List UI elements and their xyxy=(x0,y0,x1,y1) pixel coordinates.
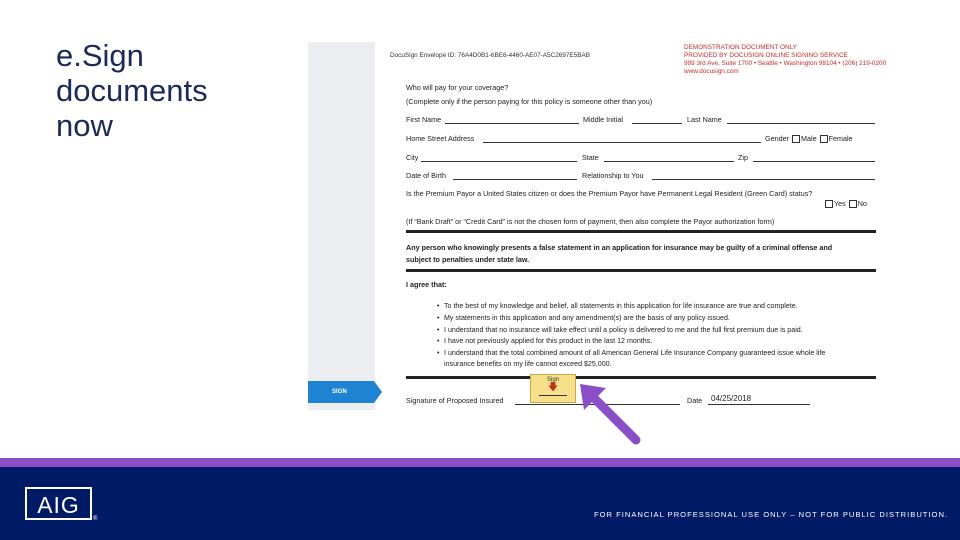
male-label: Male xyxy=(800,134,817,143)
citizen-options xyxy=(822,199,867,208)
section-divider xyxy=(406,269,876,272)
last-name-label: Last Name xyxy=(687,115,722,124)
agreement-item: • I understand that the total combined amount of all American General Life Insurance Company guaranteed issue whole life xyxy=(437,348,825,360)
yes-label: Yes xyxy=(834,199,846,208)
slide-title: e.Sign documents now xyxy=(56,38,208,143)
relationship-field[interactable] xyxy=(652,179,875,180)
yes-checkbox[interactable] xyxy=(825,200,833,208)
relationship-label: Relationship to You xyxy=(582,171,644,180)
purple-arrow-icon xyxy=(570,378,652,450)
registered-mark: ® xyxy=(93,516,98,522)
payor-question: Who will pay for your coverage? xyxy=(406,83,509,92)
male-checkbox[interactable] xyxy=(792,135,800,143)
middle-initial-label: Middle Initial xyxy=(583,115,623,124)
citizen-question: Is the Premium Payor a United States citizen or does the Premium Payor have Permanent Legal Resident (Green Card) status? xyxy=(406,189,813,198)
middle-initial-field[interactable] xyxy=(632,123,682,124)
date-label: Date xyxy=(687,396,703,405)
arrow-down-icon: 🡇 xyxy=(547,382,559,393)
agreement-item: • I understand that no insurance will take effect until a policy is delivered to me and the full first premium due is paid. xyxy=(437,325,825,337)
state-field[interactable] xyxy=(604,161,734,162)
dob-label: Date of Birth xyxy=(406,171,446,180)
female-checkbox[interactable] xyxy=(820,135,828,143)
aig-logo: AIG xyxy=(25,487,92,520)
first-name-label: First Name xyxy=(406,115,442,124)
document-page xyxy=(375,42,909,410)
agree-label: I agree that: xyxy=(406,280,447,289)
envelope-id: DocuSign Envelope ID: 76A4D0B1-6BE6-4460-AE07-A5C2697E5BAB xyxy=(390,52,591,59)
docusign-screenshot xyxy=(308,42,909,410)
agreement-item: • My statements in this application and any amendment(s) are the basis of any policy issued. xyxy=(437,313,825,325)
date-field[interactable] xyxy=(708,404,810,405)
agreement-list xyxy=(437,301,825,360)
gender-label: Gender xyxy=(765,134,789,143)
sign-tag-underline xyxy=(539,395,567,396)
warning-line: subject to penalties under state law. xyxy=(406,255,530,264)
footer-accent-strip xyxy=(0,458,960,467)
dob-field[interactable] xyxy=(453,179,577,180)
city-label: City xyxy=(406,153,419,162)
demo-line: 999 3rd Ave, Suite 1700 • Seattle • Washington 98104 • (206) 219-0200 xyxy=(684,60,887,67)
state-label: State xyxy=(582,153,599,162)
demo-line: DEMONSTRATION DOCUMENT ONLY xyxy=(684,44,797,51)
home-address-label: Home Street Address xyxy=(406,134,475,143)
date-value: 04/25/2018 xyxy=(711,394,752,403)
agreement-item: • I have not previously applied for this product in the last 12 months. xyxy=(437,336,825,348)
zip-label: Zip xyxy=(738,153,748,162)
no-checkbox[interactable] xyxy=(849,200,857,208)
no-label: No xyxy=(857,199,867,208)
demo-line: www.docusign.com xyxy=(684,68,739,75)
home-address-field[interactable] xyxy=(483,142,761,143)
agreement-item: • To the best of my knowledge and belief, all statements in this application for life insurance are true and complete. xyxy=(437,301,825,313)
zip-field[interactable] xyxy=(753,161,875,162)
payor-instruction: (Complete only if the person paying for this policy is someone other than you) xyxy=(406,97,653,106)
sign-tab-button[interactable]: SIGN xyxy=(308,381,374,403)
first-name-field[interactable] xyxy=(445,123,579,124)
sign-tag-label: Sign xyxy=(546,377,559,383)
footer xyxy=(0,467,960,540)
signature-label: Signature of Proposed Insured xyxy=(406,396,504,405)
agreement-item-cont: insurance benefits on my life cannot exceed $25,000. xyxy=(444,360,612,368)
bank-draft-note: (If “Bank Draft” or “Credit Card” is not the chosen form of payment, then also complete the Payor authorization form) xyxy=(406,217,775,226)
city-field[interactable] xyxy=(421,161,577,162)
last-name-field[interactable] xyxy=(727,123,875,124)
section-divider xyxy=(406,230,876,233)
demo-watermark xyxy=(684,44,886,76)
warning-line: Any person who knowingly presents a false statement in an application for insurance may be guilty of a criminal offense and xyxy=(406,243,833,252)
demo-line: PROVIDED BY DOCUSIGN ONLINE SIGNING SERVICE xyxy=(684,52,848,59)
female-label: Female xyxy=(828,134,853,143)
docusign-sidebar xyxy=(308,42,375,410)
gender-group xyxy=(765,134,853,143)
disclaimer-text: FOR FINANCIAL PROFESSIONAL USE ONLY – NOT FOR PUBLIC DISTRIBUTION. xyxy=(594,510,949,519)
